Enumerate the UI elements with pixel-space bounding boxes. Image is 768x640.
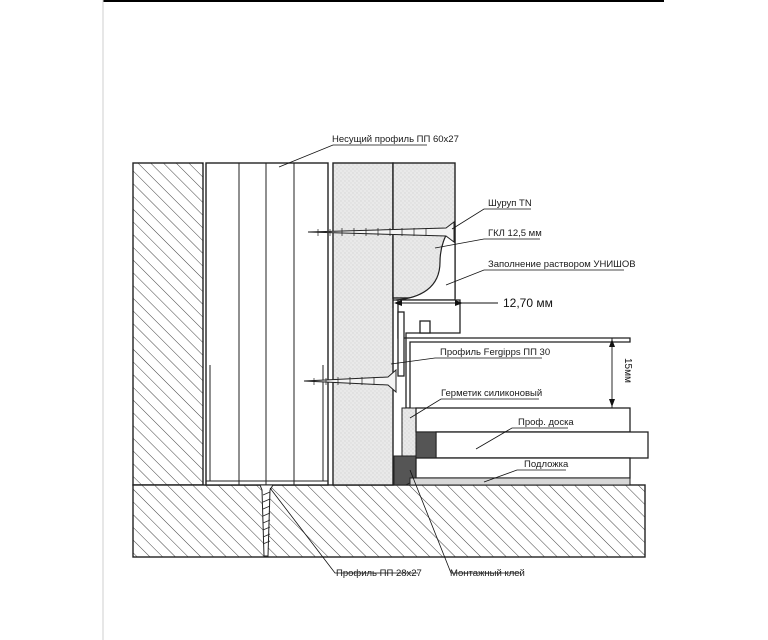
label-glue: Монтажный клей xyxy=(450,568,525,579)
floor-slab xyxy=(133,485,645,557)
label-underlay: Подложка xyxy=(524,459,569,470)
dimension-thickness-label: 12,70 мм xyxy=(503,296,553,310)
label-screw: Шуруп TN xyxy=(488,198,532,209)
label-profile-28: Профиль ПП 28x27 xyxy=(336,568,422,579)
label-filling: Заполнение раствором УНИШОВ xyxy=(488,259,636,270)
label-sealant: Герметик силиконовый xyxy=(441,388,543,399)
carrier-profile xyxy=(206,163,328,485)
label-gypsum: ГКЛ 12,5 мм xyxy=(488,228,542,239)
dimension-height-label: 15мм xyxy=(622,358,633,383)
concrete-wall xyxy=(133,163,203,485)
label-carrier-profile: Несущий профиль ПП 60x27 xyxy=(332,134,459,145)
label-board: Проф. доска xyxy=(518,417,574,428)
underlay xyxy=(410,478,630,485)
label-fergipps-profile: Профиль Fergipps ПП 30 xyxy=(440,347,551,358)
dimension-height xyxy=(609,338,615,408)
